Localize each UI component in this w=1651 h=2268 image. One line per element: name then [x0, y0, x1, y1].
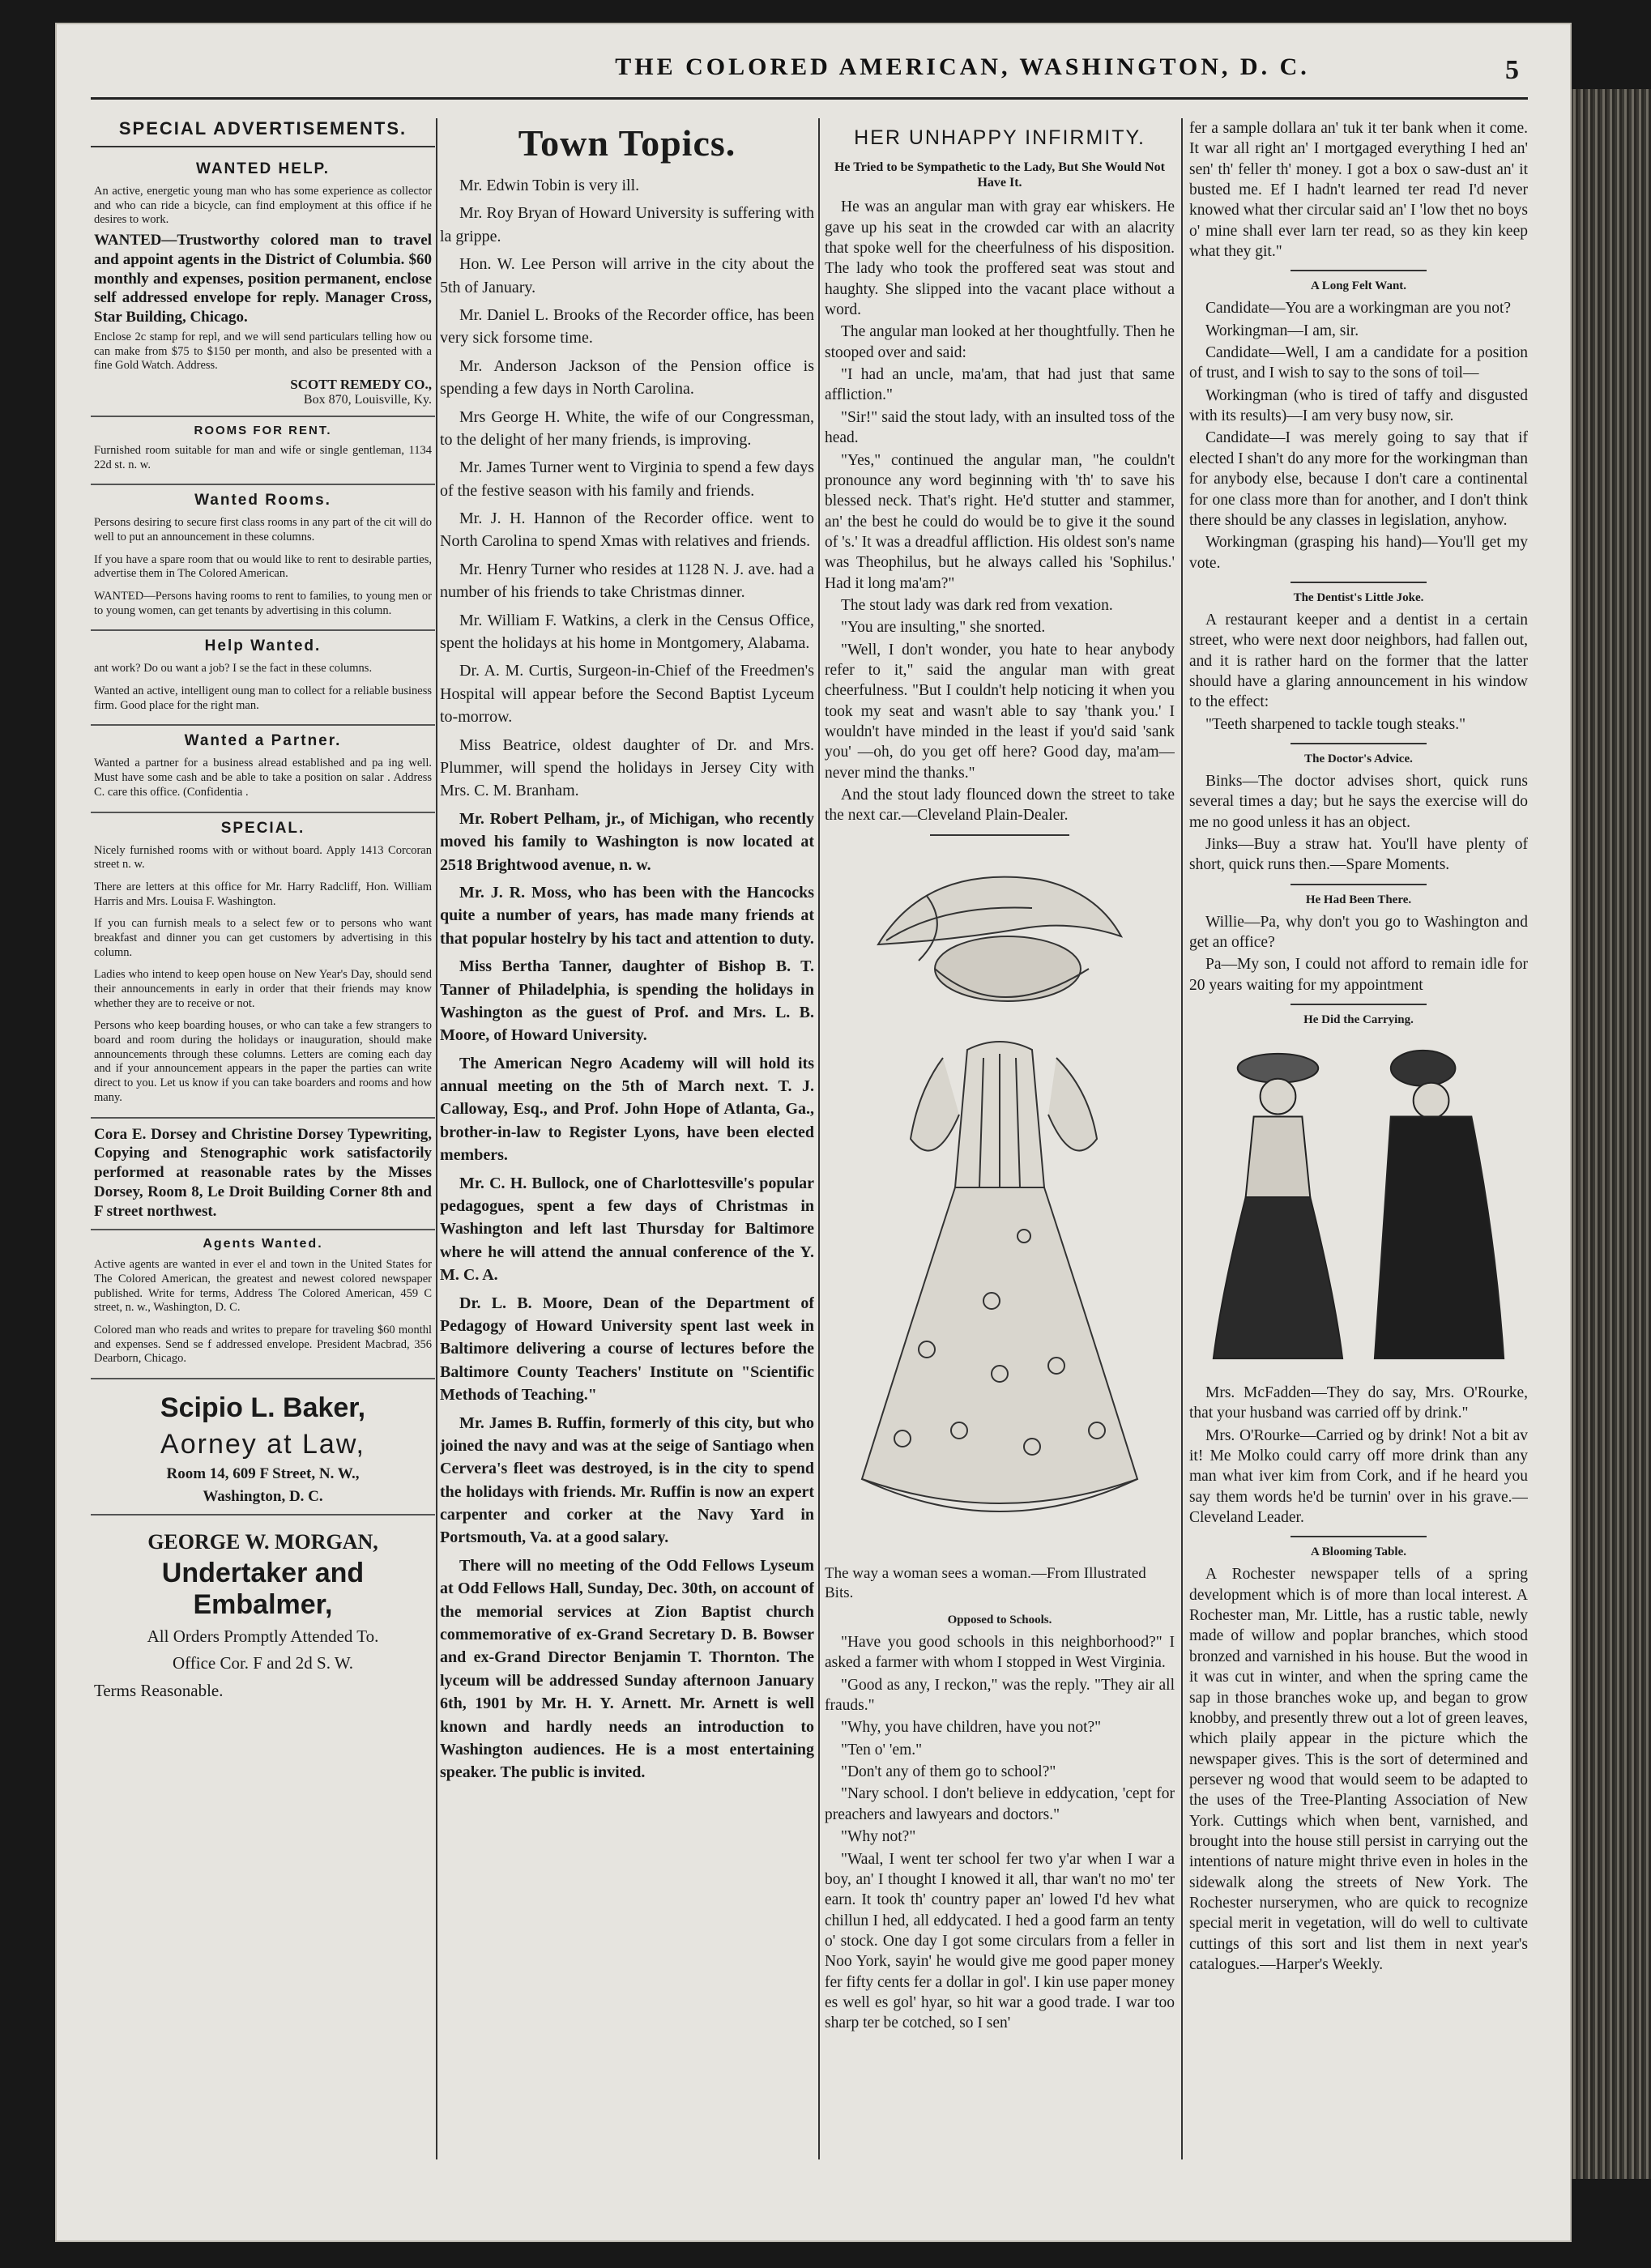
masthead: THE COLORED AMERICAN, WASHINGTON, D. C.: [615, 53, 1310, 80]
article-body: [825, 1632, 1175, 2034]
article-paragraph: Mr. James B. Ruffin, formerly of this city, but who joined the navy and was at the seige of Santiago when Cervera's fleet was destroyed, is in the city to spend the holidays with friends. Mr. Ruffin is now an expert carpenter and corker at the Navy Yard in Portsmouth, Va. at a good salary.: [440, 1413, 814, 1547]
article-body: [825, 197, 1175, 825]
ad-text: There are letters at this office for Mr. Harry Radcliff, Hon. William Harris and Mrs. Louisa F. Washington.: [94, 880, 432, 908]
ad-wanted-partner: [91, 726, 435, 812]
article-paragraph: Candidate—I was merely going to say that if elected I shan't do any more for the workingman than for anybody else, because I don't care a continental for one class more than for another, and I don't think there should be any classes in legislation, anyhow.: [1189, 429, 1528, 529]
column-separator: [818, 118, 820, 2159]
article-paragraph: "Yes," continued the angular man, "he couldn't pronounce any word beginning with 'th' to save his blessed neck. That's right. He'd stutter and stammer, an' the best he could do would be to give it the sound of 's.' It was a dreadful affliction. His oldest son's name was Theophilus, but he always called his 'Sophilus.' Had it long ma'am?": [825, 451, 1175, 592]
article-paragraph: Willie—Pa, why don't you go to Washington and get an office?: [1189, 913, 1528, 951]
ad-wanted-rooms: [91, 485, 435, 631]
article-text: A Rochester newspaper tells of a spring development which is of more than local interest. A Rochester man, Mr. Little, has a rustic table, newly made of willow and poplar branches, which stood bronzed and varnished in his house. But the wood in it was cut in winter, and when the spring came the sap in those branches woke up, and began to grow knobby, and presently threw out a lot of green leaves, which plaily appear in the picture which the newspaper gives. This is the sort of determined and persever ng wood that would seem to be adapted to the uses of the Tree-Planting Association of New York. Cuttings which when bent, varnished, and brought into the house still persist in carrying out the intentions of nature might thrive even in holes in the sidewalk along the streets of New York. The Rochester nurserymen, who are quick to recognize special merit in vegetation, will do well to cultivate cuttings of this sort and list them in next year's catalogues.—Harper's Weekly.: [1189, 1566, 1528, 1973]
article-body: [1189, 912, 1528, 995]
article-paragraph: The stout lady was dark red from vexation.: [841, 596, 1113, 614]
article-paragraph: The angular man looked at her thoughtfully. Then he stooped over and said:: [825, 323, 1175, 361]
article-paragraph: Hon. W. Lee Person will arrive in the city about the 5th of January.: [440, 255, 814, 296]
ad-text: Furnished room suitable for man and wife or single gentleman, 1134 22d st. n. w.: [94, 443, 432, 471]
ad-george-morgan: [91, 1516, 435, 1710]
column-separator: [1181, 118, 1183, 2159]
article-title: The Dentist's Little Joke.: [1293, 590, 1424, 604]
ad-signature: Box 870, Louisville, Ky.: [303, 392, 432, 407]
ad-text: If you can furnish meals to a select few or to persons who want breakfast and dinner you can get customers by advertising in this column.: [94, 917, 432, 959]
ad-special: [91, 813, 435, 1119]
article-body: [1189, 771, 1528, 876]
ad-heading: SPECIAL.: [220, 819, 305, 837]
ad-text: WANTED—Persons having rooms to rent to families, to young men or to young women, can get tenants by advertising in this column.: [94, 590, 432, 617]
article-body: [1189, 298, 1528, 573]
article-paragraph: Mr. J. H. Hannon of the Recorder office. went to North Carolina to spend Xmas with relatives and friends.: [440, 509, 814, 551]
ad-text: Nicely furnished rooms with or without board. Apply 1413 Corcoran street n. w.: [94, 843, 432, 872]
column-miscellany: [1189, 118, 1528, 2224]
ad-profession: Aorney at Law,: [160, 1429, 365, 1460]
ad-text: All Orders Promptly Attended To.: [147, 1626, 379, 1647]
article-paragraph: A restaurant keeper and a dentist in a certain street, who were next door neighbors, had fallen out, and it is rather hard on the former that the latter should have a glaring announcement in his window to the effect:: [1189, 611, 1528, 711]
ad-heading: ROOMS FOR RENT.: [194, 423, 332, 437]
ad-rooms-for-rent: [91, 417, 435, 485]
article-body: [1189, 610, 1528, 735]
article-paragraph: Candidate—You are a workingman are you not?: [1205, 300, 1512, 318]
ad-heading: Help Wanted.: [204, 637, 322, 655]
ad-heading: Agents Wanted.: [203, 1237, 323, 1251]
ad-text: Persons desiring to secure first class rooms in any part of the cit will do well to put an announcement in these columns.: [94, 516, 432, 544]
article-paragraph: Binks—The doctor advises short, quick runs several times a day; but he says the exercise will do me no good unless it has an object.: [1189, 772, 1528, 831]
article-paragraph: Dr. A. M. Curtis, Surgeon-in-Chief of the Freedmen's Hospital will appear before the Second Baptist Lyceum to-morrow.: [440, 662, 814, 727]
article-paragraph: Mr. Anderson Jackson of the Pension office is spending a few days in North Carolina.: [440, 356, 814, 399]
newspaper-page: [55, 23, 1572, 2242]
article-paragraph: Mr. Edwin Tobin is very ill.: [459, 177, 640, 194]
divider: [1291, 1536, 1426, 1537]
article-title: He Did the Carrying.: [1303, 1013, 1414, 1027]
article-title: A Long Felt Want.: [1310, 279, 1407, 293]
ad-text: Colored man who reads and writes to prepare for traveling $60 monthl and expenses. Send se f addressed envelope. President Macbrad, 356 Dearborn, Chicago.: [94, 1324, 432, 1366]
ad-heading: Wanted Rooms.: [194, 492, 331, 509]
article-paragraph: Mr. Daniel L. Brooks of the Recorder office, has been very sick forsome time.: [440, 305, 814, 347]
article-paragraph: He was an angular man with gray ear whiskers. He gave up his seat in the crowded car with an alacrity that spoke well for the cheerfulness of his disposition. The lady who took the proffered seat was stout and haughty. She slipped into the vacant place without a word.: [825, 198, 1175, 319]
article-paragraph: "I had an uncle, ma'am, that had just that same affliction.": [825, 366, 1175, 404]
article-paragraph: "Why not?": [841, 1828, 916, 1846]
article-paragraph: The American Negro Academy will will hold its annual meeting on the 5th of March next. T. J. Calloway, Esq., and Prof. John Hope of Atlanta, Ga., brother-in-law to Register Lyons, have been elected members.: [440, 1054, 814, 1165]
article-paragraph: Candidate—Well, I am a candidate for a position of trust, and I wish to say to the sons of toil—: [1189, 344, 1528, 382]
article-paragraph: Mr. James Turner went to Virginia to spend a few days of the festive season with his family and friends.: [440, 458, 814, 500]
illustration-caption: The way a woman sees a woman.—From Illustrated Bits.: [825, 1564, 1146, 1602]
ad-heading: WANTED HELP.: [195, 160, 331, 177]
article-paragraph: Mr. J. R. Moss, who has been with the Hancocks quite a number of years, has made many friends at that popular hostelry by his tact and attention to duty.: [440, 883, 814, 948]
column-advertisements: [91, 118, 435, 2224]
column-separator: [436, 118, 437, 2159]
article-paragraph: Mrs. O'Rourke—Carried og by drink! Not a bit av it! Me Molko could carry off more drink than any man what iver kim from Cork, and if he heard you say them words he'd be turnin' over in his grave.—Cleveland Leader.: [1189, 1426, 1528, 1527]
town-topics-list: [440, 174, 814, 1784]
header-rule: [91, 97, 1528, 100]
ad-text: If you have a spare room that ou would like to rent to desirable parties, advertise them in The Colored American.: [94, 552, 432, 581]
article-paragraph: Workingman (who is tired of taffy and disgusted with its results)—I am very busy now, sir.: [1189, 386, 1528, 425]
woman-dress-illustration: [825, 847, 1175, 1552]
article-title: Opposed to Schools.: [947, 1614, 1052, 1627]
article-title: He Had Been There.: [1305, 893, 1412, 906]
article-paragraph: Mr. Robert Pelham, jr., of Michigan, who recently moved his family to Washington is now located at 2518 Brightwood avenue, n. w.: [440, 809, 814, 874]
ad-text: Wanted an active, intelligent oung man to collect for a reliable business firm. Good place for the right man.: [94, 684, 432, 712]
article-subtitle: He Tried to be Sympathetic to the Lady, But She Would Not Have It.: [834, 160, 1166, 190]
article-paragraph: "Waal, I went ter school fer two y'ar when I war a boy, an' I thought I knowed it all, thar wan't no mo' ter earn. It took th' country paper an' lowed I'd hev what chillun I hed, all eddycated. I hed a good farm an tenty o' stock. One day I got some circulars from a feller in Noo York, sayin' he would give me good paper money fer fifty cents fer a dollar in gol'. I kin use paper money es well es gol' hyar, so hit war a good trade. I war too sharp ter be cotched, so I sen': [825, 1850, 1175, 2032]
column-her-unhappy-infirmity: [825, 118, 1175, 2224]
article-paragraph: "Ten o' 'em.": [841, 1741, 923, 1759]
article-title: The Doctor's Advice.: [1304, 752, 1413, 765]
ad-name: GEORGE W. MORGAN,: [147, 1530, 378, 1554]
article-paragraph: Dr. L. B. Moore, Dean of the Department of Pedagogy of Howard University spent last week in Baltimore delivering a course of lectures before the Baltimore County Teachers' Institute on "Scientific Methods of Teaching.": [440, 1294, 814, 1405]
ad-agents-wanted: [91, 1230, 435, 1379]
ad-text: ant work? Do ou want a job? I se the fact in these columns.: [94, 662, 373, 676]
article-paragraph: "You are insulting," she snorted.: [841, 619, 1046, 637]
ad-wanted-help: [91, 154, 435, 417]
ad-text: An active, energetic young man who has some experience as collector and who can ride a bicycle, can find employment at this office if he desires to work.: [94, 185, 432, 227]
article-paragraph: Workingman (grasping his hand)—You'll get my vote.: [1189, 534, 1528, 572]
article-title: HER UNHAPPY INFIRMITY.: [854, 126, 1145, 149]
article-paragraph: Jinks—Buy a straw hat. You'll have plenty of short, quick runs then.—Spare Moments.: [1189, 835, 1528, 874]
article-paragraph: Miss Bertha Tanner, daughter of Bishop B. T. Tanner of Philadelphia, is spending the holidays in Washington as the guest of Prof. and Mrs. L. B. Moore, of Howard University.: [440, 957, 814, 1045]
article-paragraph: Mrs. McFadden—They do say, Mrs. O'Rourke, that your husband was carried off by drink.": [1189, 1384, 1528, 1422]
bound-volume-edge: [1564, 89, 1651, 2179]
two-women-illustration: [1189, 1035, 1528, 1375]
divider: [1291, 270, 1426, 271]
ad-profession: Undertaker and Embalmer,: [161, 1558, 365, 1621]
section-title: SPECIAL ADVERTISEMENTS.: [91, 118, 435, 147]
ad-text: Terms Reasonable.: [94, 1680, 224, 1700]
ad-dorsey-typewriting: [91, 1119, 435, 1231]
ad-heading: Wanted a Partner.: [184, 732, 342, 750]
article-paragraph: And the stout lady flounced down the street to take the next car.—Cleveland Plain-Dealer.: [825, 787, 1175, 825]
ad-text: Cora E. Dorsey and Christine Dorsey Typewriting, Copying and Stenographic work satisfactorily performed at reasonable rates by the Misses Dorsey, Room 8, Le Droit Building Corner 8th and F street northwest.: [94, 1125, 432, 1220]
article-paragraph: Pa—My son, I could not afford to remain idle for 20 years waiting for my appointment: [1189, 956, 1528, 994]
divider: [1291, 1004, 1426, 1005]
article-paragraph: "Nary school. I don't believe in eddycation, 'cept for preachers and lawyears and doctors.": [825, 1785, 1175, 1823]
divider: [1291, 743, 1426, 744]
page-number: 5: [1505, 55, 1519, 85]
article-paragraph: Mr. Roy Bryan of Howard University is suffering with la grippe.: [440, 204, 814, 245]
ad-address: Room 14, 609 F Street, N. W.,: [166, 1465, 360, 1483]
ad-text: WANTED—Trustworthy colored man to travel and appoint agents in the District of Columbia. $60 monthly and expenses, position permanent, enclose self addressed envelope for reply. Manager Cross, Star Building, Chicago.: [94, 232, 432, 326]
article-title: A Blooming Table.: [1311, 1545, 1406, 1559]
divider: [1291, 884, 1426, 885]
article-paragraph: "Have you good schools in this neighborhood?" I asked a farmer with whom I stopped in West Virginia.: [825, 1634, 1175, 1672]
divider: [1291, 582, 1426, 583]
article-paragraph: Miss Beatrice, oldest daughter of Dr. and Mrs. Plummer, will spend the holidays in Jersey City with Mrs. C. M. Branham.: [440, 735, 814, 800]
ad-text: Enclose 2c stamp for repl, and we will send particulars telling how ou can make from $75 to $150 per month, and also be presented with a fine Gold Watch. Address.: [94, 330, 432, 373]
column-town-topics: [440, 118, 814, 2224]
ad-name: Scipio L. Baker,: [160, 1392, 366, 1424]
ad-help-wanted: [91, 631, 435, 726]
divider: [930, 834, 1070, 836]
section-title: Town Topics.: [518, 122, 736, 164]
ad-signature: SCOTT REMEDY CO.,: [290, 376, 432, 392]
article-paragraph: "Teeth sharpened to tackle tough steaks.": [1205, 715, 1466, 733]
article-paragraph: "Well, I don't wonder, you hate to hear anybody refer to it," said the angular man with great cheerfulness. "But I couldn't help noticing it when you took my seat and wasn't able to say 'thank you.' I wouldn't have minded in the least if you'd said 'sank you' —oh, do you get off here? Good day, ma'am—never mind the thanks.": [825, 641, 1175, 782]
ad-text: Active agents are wanted in ever el and town in the United States for The Colored American, the greatest and newest colored newspaper published. Write for terms, Address The Colored American, 459 C street, n. w., Washington, D. C.: [94, 1258, 432, 1315]
ad-text: Wanted a partner for a business alread established and pa ing well. Must have some cash and be able to take a position on salar . Address C. care this office. (Confidentia .: [94, 757, 432, 799]
article-body: [1189, 1383, 1528, 1528]
article-paragraph: "Good as any, I reckon," was the reply. "They air all frauds.": [825, 1676, 1175, 1715]
ad-city: Washington, D. C.: [203, 1488, 323, 1506]
article-paragraph: Mr. William F. Watkins, a clerk in the Census Office, spent the holidays at his home in Montgomery, Alabama.: [440, 611, 814, 653]
ad-text: Persons who keep boarding houses, or who can take a few strangers to board and room during the holidays or inauguration, should make announcements through these columns. Letters are coming each day and if your announcement appears in the paper the parties can write direct to you. Let us know if you can take boarders and rooms and how many.: [94, 1019, 432, 1104]
article-paragraph: There will no meeting of the Odd Fellows Lyseum at Odd Fellows Hall, Sunday, Dec. 30th, on account of the memorial services at Zion Baptist church commemorative of ex-Grand Secretary D. B. Bowser and ex-Grand Director Benjamin T. Thornton. The lyceum will be addressed Sunday afternoon January 6th, 1901 by Mr. H. Y. Arnett. Mr. Arnett is well known and hardly needs an introduction to Washington audiences. He is a most entertaining speaker. The public is invited.: [440, 1556, 814, 1782]
article-text: fer a sample dollara an' tuk it ter bank when it come. It war all right an' I mortgaged everything I hed an' sen' th' feller th' money. I got a box o saw-dust an' it busted me. Ef I hadn't learned ter read I'd never knowed what ther circular said an' I 'low thet no boys o' mine shall ever larn ter read, so as they kin keep what they git.": [1189, 120, 1528, 261]
ad-scipio-baker: [91, 1379, 435, 1516]
article-paragraph: "Why, you have children, have you not?": [841, 1719, 1102, 1737]
article-paragraph: Mr. Henry Turner who resides at 1128 N. J. ave. had a number of his friends to take Christmas dinner.: [440, 560, 814, 602]
ad-text: Ladies who intend to keep open house on New Year's Day, should send their announcements in early in order that their friends may know whether they are to receive or not.: [94, 968, 432, 1010]
article-paragraph: "Don't any of them go to school?": [841, 1763, 1056, 1781]
article-paragraph: "Sir!" said the stout lady, with an insulted toss of the head.: [825, 408, 1175, 447]
article-paragraph: Mr. C. H. Bullock, one of Charlottesville's popular pedagogues, spent a few days of Christmas in Washington and left last Thursday for Baltimore where he will attend the annual conference of the Y. M. C. A.: [440, 1174, 814, 1285]
ad-text: Office Cor. F and 2d S. W.: [172, 1653, 354, 1673]
article-paragraph: Workingman—I am, sir.: [1205, 322, 1359, 339]
article-paragraph: Mrs George H. White, the wife of our Congressman, to the delight of her many friends, is improving.: [440, 407, 814, 449]
